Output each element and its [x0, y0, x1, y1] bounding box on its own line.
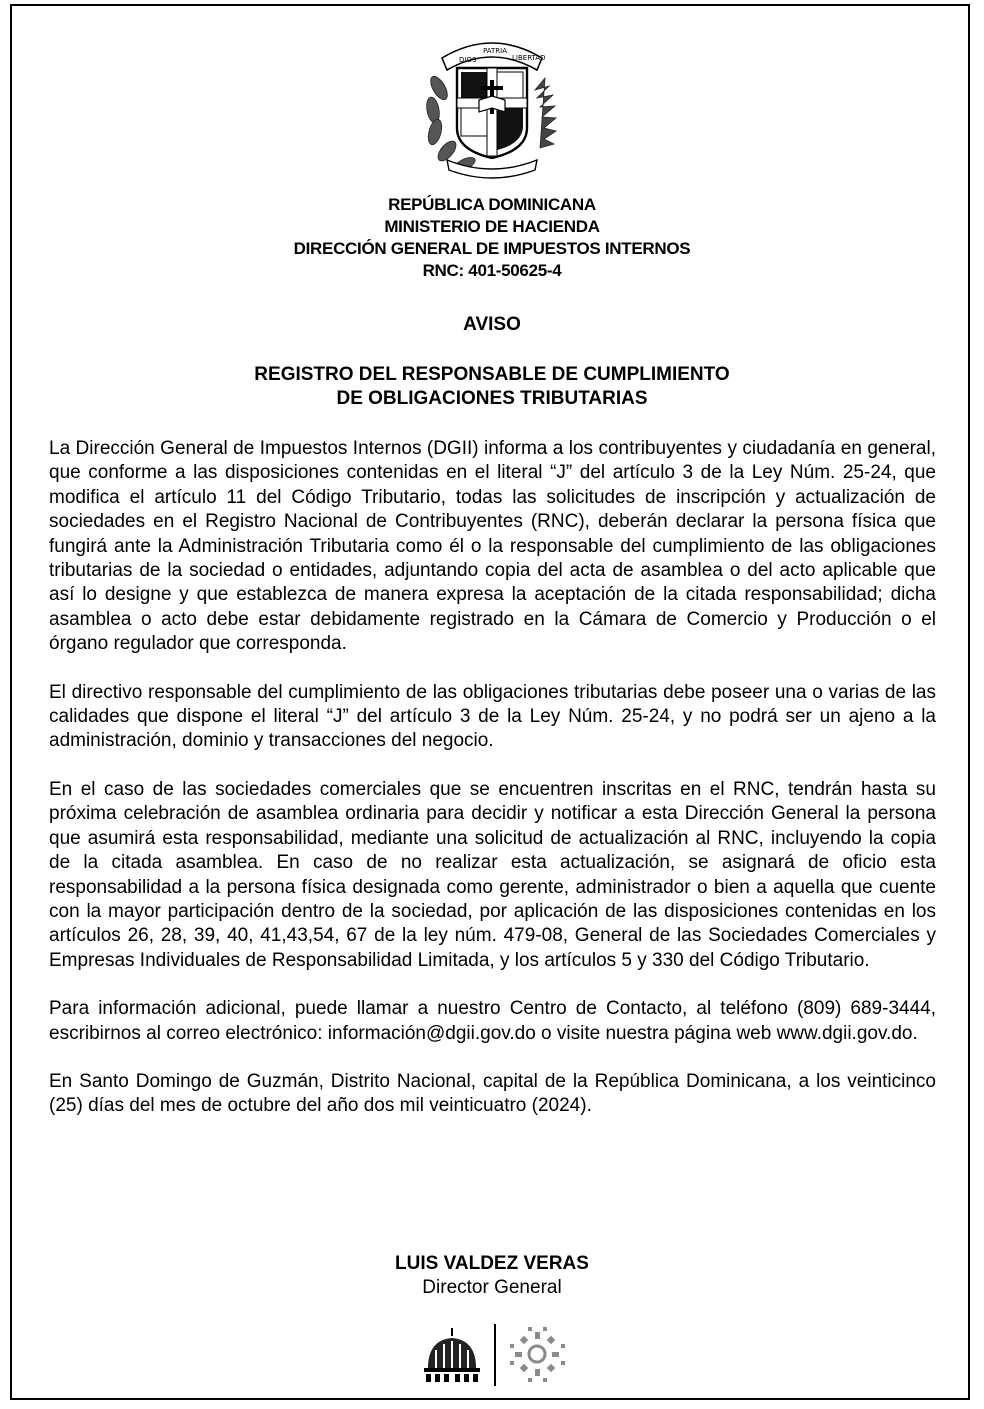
- notice-subject: [0, 363, 984, 411]
- ministry-name: MINISTERIO DE HACIENDA: [384, 217, 600, 236]
- paragraph-existing-companies: En el caso de las sociedades comerciales que se encuentren inscritas en el RNC, tendrán hasta su próxima celebración de asamblea ordinaria para decidir y notificar a esta Dirección General la persona que asumirá esta responsabilidad, mediante una solicitud de actualización al RNC, incluyendo la copia de la citada asamblea. En caso de no realizar esta actualización, se asignará de oficio esta responsabilidad a la persona física designada como gerente, administrador o bien a aquella que cuente con la mayor participación dentro de la sociedad, por aplicación de las disposiciones contenidas en los artículos 26, 28, 39, 40, 41,43,54, 67 de la ley núm. 479-08, General de las Sociedades Comerciales y Empresas Individuales de Responsabilidad Limitada, y los artículos 5 y 330 del Código Tributario.: [49, 778, 936, 971]
- signatory-title: Director General: [422, 1277, 562, 1298]
- signature-block: [0, 1252, 984, 1300]
- country-name: REPÚBLICA DOMINICANA: [388, 195, 596, 214]
- signatory-name: LUIS VALDEZ VERAS: [395, 1253, 589, 1274]
- notice-body: [49, 437, 936, 1143]
- footer-logos: [420, 1324, 570, 1386]
- notice-type: AVISO: [463, 314, 521, 335]
- institution-header: [0, 194, 984, 282]
- coat-of-arms-icon: [417, 28, 567, 183]
- palace-dome-icon: [424, 1328, 480, 1382]
- subject-line-1: REGISTRO DEL RESPONSABLE DE CUMPLIMIENTO: [254, 364, 730, 385]
- paragraph-contact-info: Para información adicional, puede llamar a nuestro Centro de Contacto, al teléfono (809) 689-3444, escribirnos al correo electrónico: información@dgii.gov.do o visite nuestra página web www.dgii.gov.do.: [49, 998, 936, 1044]
- svg-text:PATRIA: PATRIA: [483, 47, 508, 55]
- paragraph-director-requirements: El directivo responsable del cumplimiento de las obligaciones tributarias debe poseer una o varias de las calidades que dispone el literal “J” del artículo 3 de la Ley Núm. 25-24, y no podrá ser un ajeno a la administración, dominio y transacciones del negocio.: [49, 681, 936, 752]
- paragraph-date-place: En Santo Domingo de Guzmán, Distrito Nacional, capital de la República Dominicana, a los veinticinco (25) días del mes de octubre del año dos mil veinticuatro (2024).: [49, 1070, 936, 1117]
- sunburst-logo-icon: [510, 1327, 565, 1382]
- ribbon-text: DIOS: [459, 56, 477, 64]
- rnc-number: RNC: 401-50625-4: [422, 261, 562, 280]
- agency-name: DIRECCIÓN GENERAL DE IMPUESTOS INTERNOS: [293, 239, 691, 258]
- svg-text:LIBERTAD: LIBERTAD: [512, 54, 546, 62]
- subject-line-2: DE OBLIGACIONES TRIBUTARIAS: [336, 388, 648, 409]
- logo-divider: [494, 1324, 496, 1386]
- paragraph-intro: La Dirección General de Impuestos Internos (DGII) informa a los contribuyentes y ciudadanía en general, que conforme a las disposiciones contenidas en el literal “J” del artículo 3 de la Ley Núm. 25-24, que modifica el artículo 11 del Código Tributario, todas las solicitudes de inscripción y actualización de sociedades en el Registro Nacional de Contribuyentes (RNC), deberán declarar la persona física que fungirá ante la Administración Tributaria como él o la responsable del cumplimiento de las obligaciones tributarias de la sociedad o entidades, adjuntando copia del acta de asamblea o del acto aplicable que así lo designe y que establezca de manera expresa la aceptación de la citada responsabilidad; dicha asamblea o acto debe estar debidamente registrado en la Cámara de Comercio y Producción o el órgano regulador que corresponda.: [49, 438, 936, 655]
